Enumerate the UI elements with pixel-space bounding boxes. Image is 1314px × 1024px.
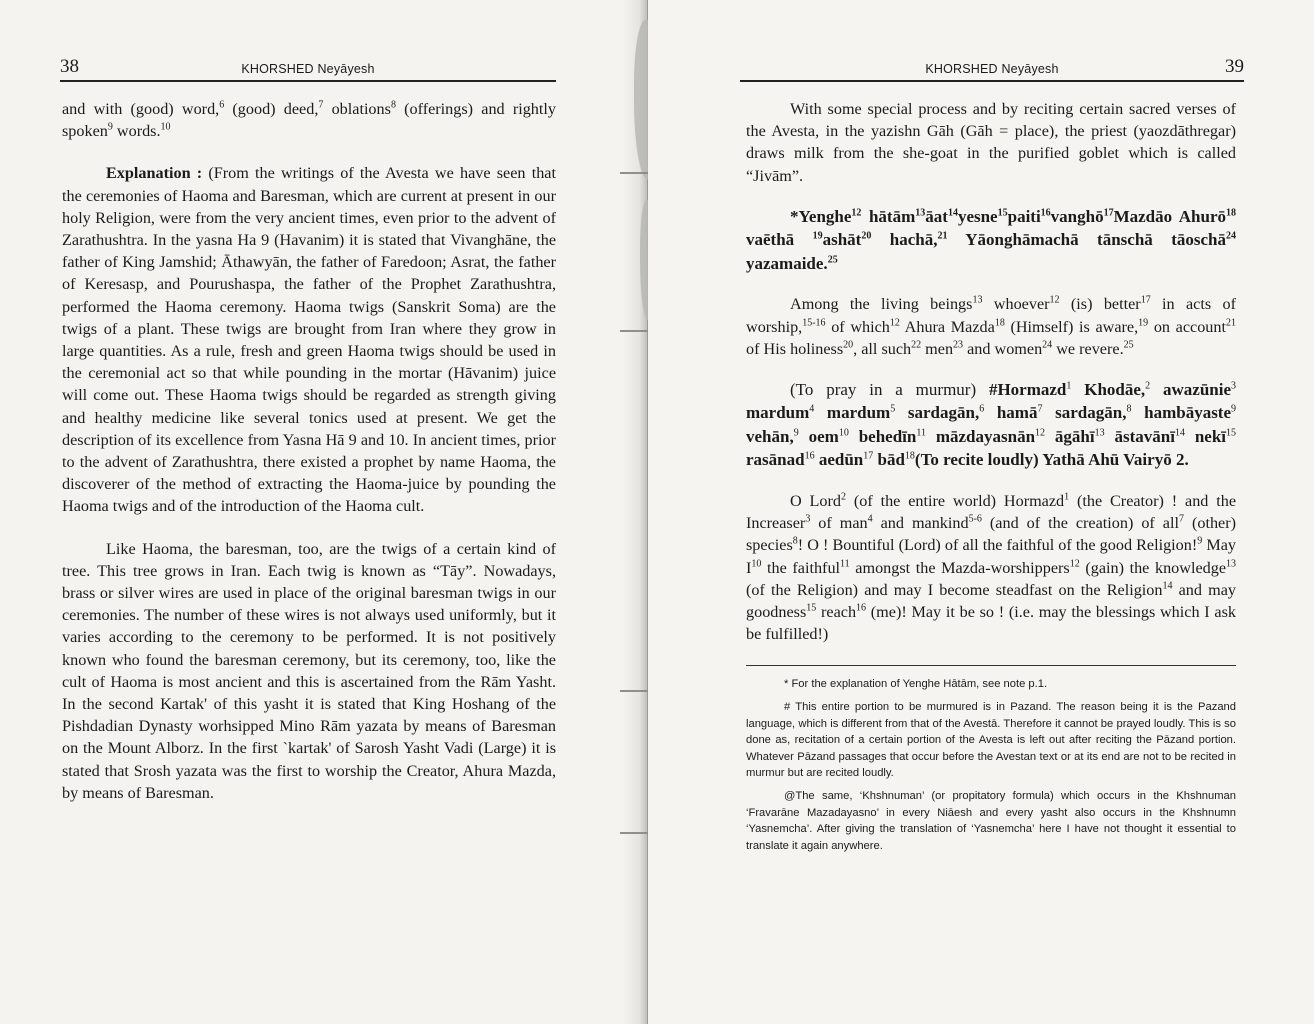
footnote-ref: 4 — [809, 403, 815, 415]
pazand-translation — [746, 490, 1236, 645]
page-number: 38 — [60, 56, 79, 77]
text-run: bād — [873, 450, 905, 470]
footnote-ref: 7 — [1178, 513, 1184, 525]
footnote-ref: 20 — [861, 230, 872, 242]
text-run: āstavānī — [1104, 426, 1175, 446]
footnote-ref: 24 — [1225, 230, 1236, 242]
left-page-header — [60, 56, 556, 82]
text-run: Khodāe, — [1071, 379, 1146, 399]
text-run: mardum — [814, 403, 891, 423]
footnote-ref: 19 — [812, 230, 823, 242]
footnote-ref: 15 — [1226, 427, 1236, 439]
footnote-ref: 8 — [1126, 403, 1132, 415]
footnote-ref: 12 — [889, 317, 900, 329]
text-run: awazūnie — [1150, 379, 1231, 399]
footnote-ref: 25 — [1123, 339, 1134, 351]
footnote-ref: 12 — [851, 207, 862, 219]
text-run: yesne — [957, 206, 998, 226]
running-title: KHORSHED Neyāyesh — [925, 62, 1059, 76]
footnote-ref: 6 — [219, 99, 225, 111]
footnote-ref: 19 — [1138, 317, 1149, 329]
header-rule — [740, 80, 1244, 82]
header-rule — [60, 80, 556, 82]
text-run: oem — [798, 426, 839, 446]
left-page — [0, 0, 640, 1024]
text-run: (Himself) is aware, — [1004, 317, 1139, 336]
explanation-text: (From the writings of the Avesta we have seen that the ceremonies of Haoma and Baresman, which are current at present in our holy Religion, were from the very ancient times, even prior to the advent of Zarathushtra. In the yasna Ha 9 (Havanim) it is stated that Vivanghāne, the father of King Jamshid; Āthawyān, the father of Faredoon; Asrat, the father of Keresasp, and Pourushaspa, the father of the Prophet Zarathushtra, performed the Haoma ceremony. Haoma twigs (Sanskrit Soma) are the twigs of a plant. These twigs are brought from Iran where they grow in large quantities. As a rule, fresh and green Haoma twigs should be used in the ceremonial act so that while pounding in the mortar (Hāvanim) juice will come out. These Haoma twigs should be regarded as strength giving and healthy medicine like several tonics used at present. We get the description of its excellence from Yasna Hā 9 and 10. In ancient times, prior to the advent of Zarathushtra, there existed a prophet by name Haoma, the discoverer of the method of extracting the Haoma-juice by pounding the Haoma twigs and of the introduction of the Haoma cult. — [62, 164, 556, 516]
text-run: āgāhī — [1045, 426, 1095, 446]
page-number: 39 — [1225, 56, 1244, 77]
text-run: Ahura Mazda — [899, 317, 995, 336]
footnote-ref: 21 — [1226, 317, 1236, 329]
footnote-ref: 18 — [904, 450, 915, 462]
footnote-ref: 10 — [160, 121, 171, 133]
text-run: on account — [1148, 317, 1226, 336]
footnote-ref: 9 — [107, 121, 113, 133]
footnote-ref: 17 — [863, 450, 874, 462]
text-run: hambāyaste — [1131, 403, 1232, 423]
footnote-ref: 25 — [827, 254, 838, 266]
footnote-ref: 5-6 — [968, 513, 982, 525]
footnote-ref: 15 — [806, 602, 817, 614]
footnote-ref: 12 — [1049, 294, 1060, 306]
text-run: #Hormazd — [988, 379, 1067, 399]
paragraph-explanation — [62, 162, 556, 517]
paragraph-baresman: Like Haoma, the baresman, too, are the twigs of a certain kind of tree. This tree grows in Iran. Each twig is known as “Tāy”. Nowadays, brass or silver wires are used in place of the original baresman twigs in our ceremonies. The number of these wires is not always used uniformly, but it varies according to the ceremony to be performed. It is not positively known who found the baresman ceremony, but its ceremony, too, like the cult of Haoma is most ancient and this is ascertained from the Rām Yasht. In the second Kartak' of this yasht it is stated that King Hoshang of the Pishdadian Dynasty worhsipped Mino Rām yazata by means of Baresman on the Mount Alborz. In the first `kartak' of Sarosh Yasht Vadi (Large) it is stated that Srosh yazata was the first to worship the Creator, Ahura Mazda, by means of Baresman. — [62, 539, 556, 802]
text-run: , all such — [853, 339, 912, 358]
footnote-ref: 16 — [1040, 207, 1051, 219]
footnote-ref: 14 — [1162, 580, 1173, 592]
footnote-ref: 12 — [1069, 558, 1080, 570]
left-body-text — [62, 98, 556, 804]
footnote-ref: 7 — [1037, 403, 1043, 415]
footnote-ref: 13 — [915, 207, 926, 219]
right-page — [648, 0, 1314, 1024]
text-run: aedūn — [814, 450, 864, 470]
footnote-ref: 16 — [804, 450, 815, 462]
footnote-star: * For the explanation of Yenghe Hātām, see note p.1. — [784, 678, 1048, 691]
text-run: men — [921, 339, 954, 358]
footnote-ref: 22 — [911, 339, 922, 351]
footnote-ref: 11 — [840, 558, 850, 570]
text-run: paiti — [1007, 206, 1041, 226]
text-run: (is) better — [1059, 295, 1141, 314]
footnote-ref: 12 — [1035, 427, 1046, 439]
paragraph-milk: With some special process and by reciting certain sacred verses of the Avesta, in the yazishn Gāh (Gāh = place), the priest (yaozdāthregar) draws milk from the she-goat in the purified goblet which is called “Jivām”. — [746, 100, 1236, 185]
text-run: of His holiness — [746, 339, 844, 358]
text-run: O Lord — [790, 491, 842, 510]
text-run: and mankind — [872, 514, 969, 533]
footnote-ref: 4 — [867, 513, 873, 525]
text-run: (and of the creation) of all — [981, 514, 1179, 533]
footnote-ref: 24 — [1042, 339, 1053, 351]
text-run: oblations — [323, 100, 391, 118]
right-body-text — [746, 98, 1236, 860]
text-run: āat — [925, 206, 948, 226]
footnote-ref: 9 — [1231, 403, 1237, 415]
text-run: of which — [825, 317, 890, 336]
text-run: (me)! May it be so ! (i.e. may the blessings which I ask be fulfilled!) — [746, 602, 1236, 644]
text-run: (of the entire world) Hormazd — [846, 491, 1065, 510]
text-run: and with (good) word, — [62, 100, 220, 118]
footnote-ref: 10 — [751, 558, 762, 570]
footnote-ref: 17 — [1140, 294, 1151, 306]
footnote-hash: # This entire portion to be murmured is in Pazand. The reason being it is the Pazand language, which is different from that of the Avestā. Therefore it cannot be prayed loudly. This is so done as, recitation of a certain portion of the Avesta is left out after reciting the Pāzand portion. Whatever Pāzand passages that occur before the Avestan text or at its end are not to be recited in murmur but are recited loudly. — [746, 700, 1236, 780]
footnote-ref: 5 — [890, 403, 896, 415]
text-run: (To recite loudly) Yathā Ahū Vairyō 2. — [914, 450, 1189, 470]
footnote-ref: 8 — [792, 535, 798, 547]
text-run: nekī — [1184, 426, 1226, 446]
footnote-ref: 6 — [979, 403, 985, 415]
paragraph-word-deed — [62, 98, 556, 142]
text-run: vanghō — [1050, 206, 1104, 226]
footnote-ref: 1 — [1064, 491, 1070, 503]
text-run: whoever — [982, 295, 1050, 314]
footnote-ref: 20 — [843, 339, 854, 351]
footnote-ref: 8 — [390, 99, 396, 111]
text-run: hātām — [861, 206, 916, 226]
footnote-ref: 18 — [1226, 207, 1237, 219]
footnote-ref: 14 — [947, 207, 958, 219]
text-run: ashāt — [822, 230, 862, 250]
footnote-ref: 7 — [318, 99, 324, 111]
text-run: (of the Religion) and may I become steadfast on the Religion — [746, 580, 1163, 599]
text-run: yazamaide. — [746, 253, 828, 273]
text-run: words. — [112, 122, 161, 141]
footnote-ref: 18 — [994, 317, 1005, 329]
right-page-header — [740, 56, 1244, 82]
footnote-at: @The same, ‘Khshnuman’ (or propitatory formula) which occurs in the Khshnuman ‘Fravarāne Mazadayasno’ in every Niāesh and every yasht also occurs in the Khshnumn ‘Yasnemcha’. After giving the translation of ‘Yasnemcha’ here I have not thought it essential to translate it again anywhere. — [746, 789, 1236, 852]
pazand-intro: (To pray in a murmur) — [790, 379, 989, 399]
running-title: KHORSHED Neyāyesh — [241, 62, 375, 76]
pazand-verse — [746, 378, 1236, 472]
text-run: sardagān, — [895, 403, 980, 423]
footnote-ref: 3 — [1231, 380, 1236, 392]
text-run: (gain) the knowledge — [1079, 558, 1227, 577]
text-run: (offerings) and rightly spoken — [62, 100, 556, 141]
text-run: of man — [810, 514, 868, 533]
footnote-ref: 11 — [916, 427, 926, 439]
text-run: sardagān, — [1042, 403, 1127, 423]
text-run: Mazdāo Ahurō — [1113, 206, 1227, 226]
text-run: mardum — [746, 403, 810, 423]
footnote-rule — [746, 665, 1236, 666]
footnote-ref: 14 — [1174, 427, 1185, 439]
footnote-ref: 13 — [1226, 558, 1237, 570]
text-run: ! O ! Bountiful (Lord) of all the faithful of the good Religion! — [797, 536, 1198, 555]
text-run: (other) species — [746, 514, 1236, 555]
text-run: māzdayasnān — [925, 426, 1036, 446]
text-run: behedīn — [848, 426, 917, 446]
footnotes — [746, 676, 1236, 854]
text-run: and may goodness — [746, 580, 1236, 621]
verse-translation — [746, 293, 1236, 360]
text-run: hamā — [984, 403, 1038, 423]
text-run: Yāonghāmachā tānschā tāoschā — [947, 230, 1226, 250]
text-run: hachā, — [871, 230, 938, 250]
text-run: we revere. — [1052, 339, 1124, 358]
footnote-ref: 2 — [1145, 380, 1151, 392]
explanation-label: Explanation : — [106, 164, 203, 183]
text-run: in acts of worship, — [746, 295, 1236, 336]
text-run: May I — [746, 536, 1237, 577]
footnote-ref: 2 — [841, 491, 847, 503]
text-run: and women — [963, 339, 1043, 358]
text-run: *Yenghe — [790, 206, 852, 226]
footnote-ref: 13 — [972, 294, 983, 306]
footnote-ref: 15-16 — [802, 317, 826, 329]
text-run: the faithful — [761, 558, 841, 577]
footnote-ref: 23 — [953, 339, 964, 351]
footnote-ref: 3 — [805, 513, 811, 525]
text-run: reach — [816, 602, 857, 621]
text-run: Among the living beings — [790, 295, 973, 314]
text-run: vehān, — [746, 426, 794, 446]
footnote-ref: 1 — [1066, 380, 1072, 392]
text-run: (the Creator) ! and the Increaser — [746, 491, 1237, 533]
footnote-ref: 15 — [997, 207, 1008, 219]
footnote-ref: 10 — [838, 427, 849, 439]
footnote-ref: 9 — [793, 427, 799, 439]
footnote-ref: 16 — [856, 602, 867, 614]
avestan-verse — [746, 205, 1236, 276]
text-run: amongst the Mazda-worshippers — [849, 558, 1070, 577]
text-run: (good) deed, — [224, 100, 319, 118]
text-run: vaēthā — [746, 230, 813, 250]
text-run: rasānad — [746, 450, 805, 470]
footnote-ref: 9 — [1197, 535, 1203, 547]
footnote-ref: 13 — [1094, 427, 1105, 439]
footnote-ref: 17 — [1103, 207, 1114, 219]
footnote-ref: 21 — [937, 230, 948, 242]
